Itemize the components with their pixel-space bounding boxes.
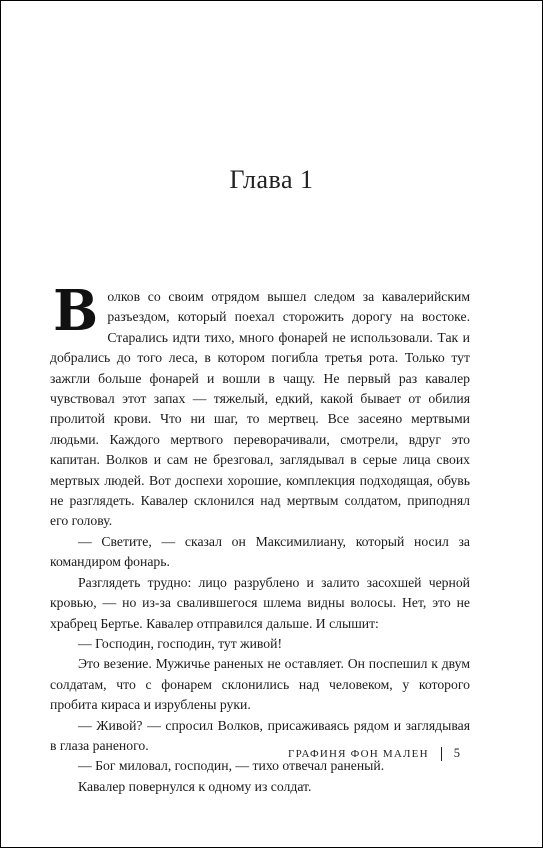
chapter-title: Глава 1 — [229, 165, 314, 194]
paragraph-4: — Господин, господин, тут живой! — [78, 635, 283, 651]
chapter-body — [50, 278, 470, 797]
paragraph-1 — [50, 278, 470, 532]
paragraph-2: — Светите, — сказал он Максимилиану, который носил за командиром фонарь. — [50, 533, 470, 570]
paragraph-8: Кавалер повернулся к одному из солдат. — [78, 778, 312, 794]
page-footer — [288, 746, 460, 761]
paragraph-7: — Бог миловал, господин, — тихо отвечал раненый. — [78, 758, 385, 774]
paragraph-5: Это везение. Мужичье раненых не оставляет. Он поспешил к двум солдатам, что с фонарем склонились над человеком, у которого пробита кираса и изрублены руки. — [50, 656, 470, 713]
drop-cap: В — [53, 278, 99, 344]
running-title: ГРАФИНЯ ФОН МАЛЕН — [288, 747, 429, 760]
paragraph-3: Разглядеть трудно: лицо разрублено и залито засохшей черной кровью, — но из-за свалившегося шлема видны волосы. Нет, это не храбрец Бертье. Кавалер отправился дальше. И слышит: — [50, 574, 470, 631]
paragraph-1-text: олков со своим отрядом вышел следом за кавалерийским разъездом, который поехал сторожить дорогу на востоке. Старались идти тихо, много фонарей не использовали. Так и добрались до того леса, в котором погибла третья рота. Только тут зажгли больше фонарей и вошли в чащу. Не первый раз кавалер чувствовал этот запах — тяжелый, едкий, какой бывает от обилия пролитой крови. Что ни шаг, то мертвец. Все засеяно мертвыми людьми. Каждого мертвого переворачивали, смотрели, вдруг это капитан. Волков и сам не брезговал, заглядывал в серые лица своих мертвых людей. Вот доспехи хорошие, комплекция подходящая, обувь не разглядеть. Кавалер склонился над мертвым солдатом, приподнял его голову. — [50, 289, 470, 529]
paragraph-6: — Живой? — спросил Волков, присаживаясь рядом и заглядывая в глаза раненого. — [50, 717, 470, 753]
page-number: 5 — [453, 746, 460, 760]
footer-divider — [441, 747, 442, 761]
